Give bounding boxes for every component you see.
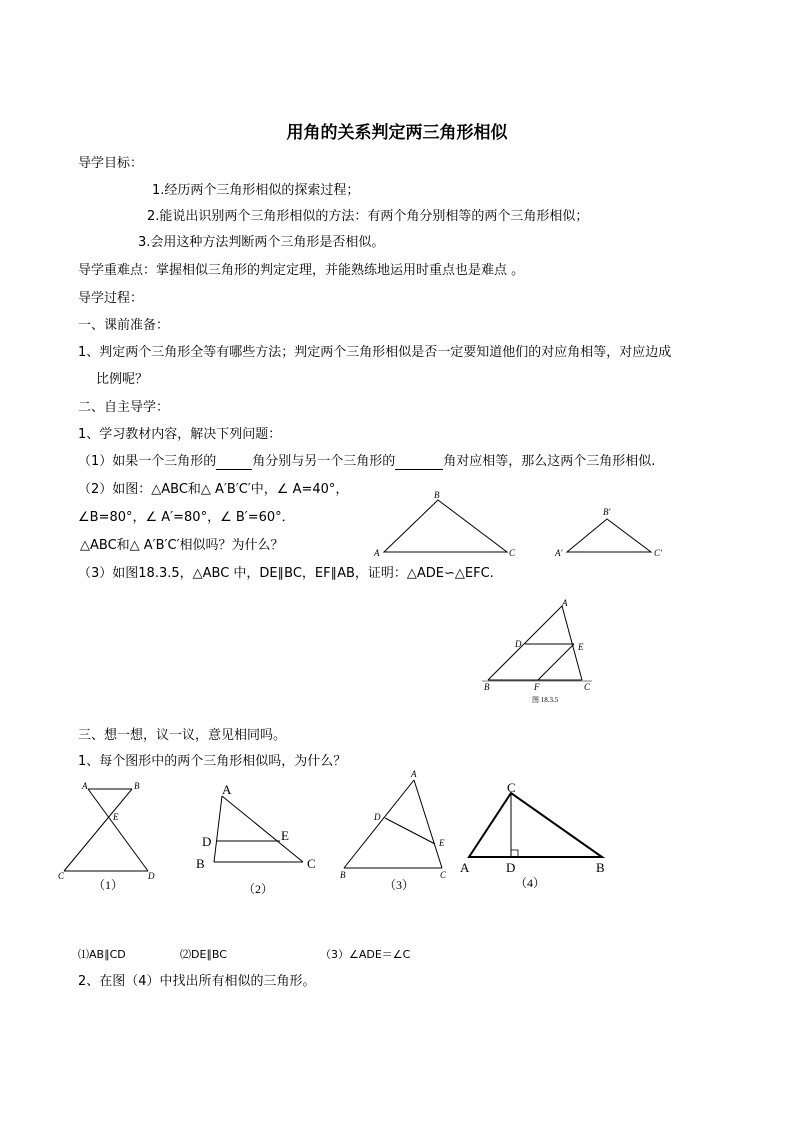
vertex-label: B — [340, 870, 346, 880]
key-points: 导学重难点：掌握相似三角形的判定定理，并能熟练地运用时重点也是难点 。 — [78, 263, 525, 278]
vertex-label: D — [506, 860, 516, 875]
vertex-label: C — [440, 870, 447, 880]
vertex-label: E — [578, 642, 584, 652]
figure-label-3: （3） — [384, 878, 415, 892]
vertex-label: E — [281, 828, 289, 843]
section3-question-2: 2、在图（4）中找出所有相似的三角形。 — [78, 974, 316, 989]
figure-label-1: （1） — [93, 878, 124, 892]
answer-blank-2[interactable] — [395, 456, 443, 470]
vertex-label: A — [374, 548, 380, 558]
vertex-label: A — [411, 769, 417, 779]
triangle-abc-prime — [567, 519, 651, 552]
vertex-label: C — [509, 548, 516, 558]
section1-heading: 一、课前准备： — [78, 318, 170, 333]
fill-in-part-b: 角分别与另一个三角形的 — [252, 454, 396, 469]
q2-line1: （2）如图：△ABC和△ A′B′C′中，∠ A=40°， — [78, 482, 349, 497]
fill-in-part-c: 角对应相等，那么这两个三角形相似. — [443, 454, 656, 469]
condition-2: ⑵DE∥BC — [180, 948, 227, 961]
vertex-label: C — [307, 856, 316, 871]
figure-label-4: （4） — [515, 876, 546, 890]
triangle-abc — [384, 500, 507, 552]
vertex-label: A — [82, 781, 88, 791]
figure-label-2: （2） — [243, 882, 274, 896]
figure-18-3-5 — [482, 598, 602, 708]
vertex-label: B — [196, 856, 205, 871]
vertex-label: E — [113, 812, 119, 822]
goal-item-3: 3.会用这种方法判断两个三角形是否相似。 — [138, 235, 385, 250]
fill-in-part-a: （1）如果一个三角形的 — [78, 454, 217, 469]
vertex-label: C — [584, 682, 591, 692]
vertex-label: B — [596, 860, 605, 875]
section1-question-line2: 比例呢？ — [96, 372, 149, 387]
figure-4-right-triangle — [460, 780, 610, 880]
q2-line2: ∠B=80°，∠ A′=80°，∠ B′=60°． — [78, 510, 295, 525]
section3-question-1: 1、每个图形中的两个三角形相似吗，为什么？ — [78, 754, 347, 769]
vertex-label: A — [222, 782, 232, 797]
process-heading: 导学过程： — [78, 291, 144, 306]
condition-1: ⑴AB∥CD — [78, 948, 126, 961]
vertex-label: A′ — [555, 548, 563, 558]
vertex-label: D — [515, 639, 522, 649]
vertex-label: C′ — [654, 548, 662, 558]
vertex-label: D — [374, 812, 381, 822]
section3-heading: 三、想一想，议一议，意见相同吗。 — [78, 728, 287, 743]
section2-heading: 二、自主导学： — [78, 400, 170, 415]
vertex-label: E — [439, 838, 445, 848]
vertex-label: A — [562, 598, 568, 608]
answer-blank-1[interactable] — [216, 456, 252, 470]
goal-item-1: 1.经历两个三角形相似的探索过程； — [152, 183, 360, 198]
vertex-label: C — [507, 780, 516, 795]
page-title: 用角的关系判定两三角形相似 — [286, 123, 508, 143]
q3-text: （3）如图18.3.5，△ABC 中，DE∥BC，EF∥AB，证明：△ADE∽△EFC. — [78, 566, 494, 581]
figure-3-triangle — [338, 768, 458, 878]
vertex-label: B — [434, 490, 440, 500]
triangle-abc-prime-figure — [553, 505, 663, 565]
vertex-label: C — [58, 871, 65, 881]
goals-heading: 导学目标： — [78, 156, 144, 171]
vertex-label: D — [148, 871, 155, 881]
vertex-label: B′ — [603, 507, 611, 517]
triangle-abc-figure — [372, 490, 516, 560]
q2-line3: △ABC和△ A′B′C′相似吗？为什么？ — [80, 538, 284, 553]
vertex-label: F — [534, 682, 540, 692]
figure-2-triangle — [192, 780, 332, 880]
figure-caption: 图 18.3.5 — [532, 696, 559, 704]
condition-3: （3）∠ADE＝∠C — [320, 948, 411, 961]
vertex-label: A — [460, 860, 470, 875]
section2-intro: 1、学习教材内容，解决下列问题： — [78, 427, 282, 442]
section1-question-line1: 1、判定两个三角形全等有哪些方法；判定两个三角形相似是否一定要知道他们的对应角相等，对应边成 — [78, 345, 672, 360]
vertex-label: D — [202, 834, 212, 849]
goal-item-2: 2.能说出识别两个三角形相似的方法：有两个角分别相等的两个三角形相似； — [147, 209, 589, 224]
vertex-label: B — [134, 781, 140, 791]
vertex-label: B — [484, 682, 490, 692]
fill-in-question — [78, 454, 655, 470]
figure-1-hourglass — [56, 780, 166, 880]
